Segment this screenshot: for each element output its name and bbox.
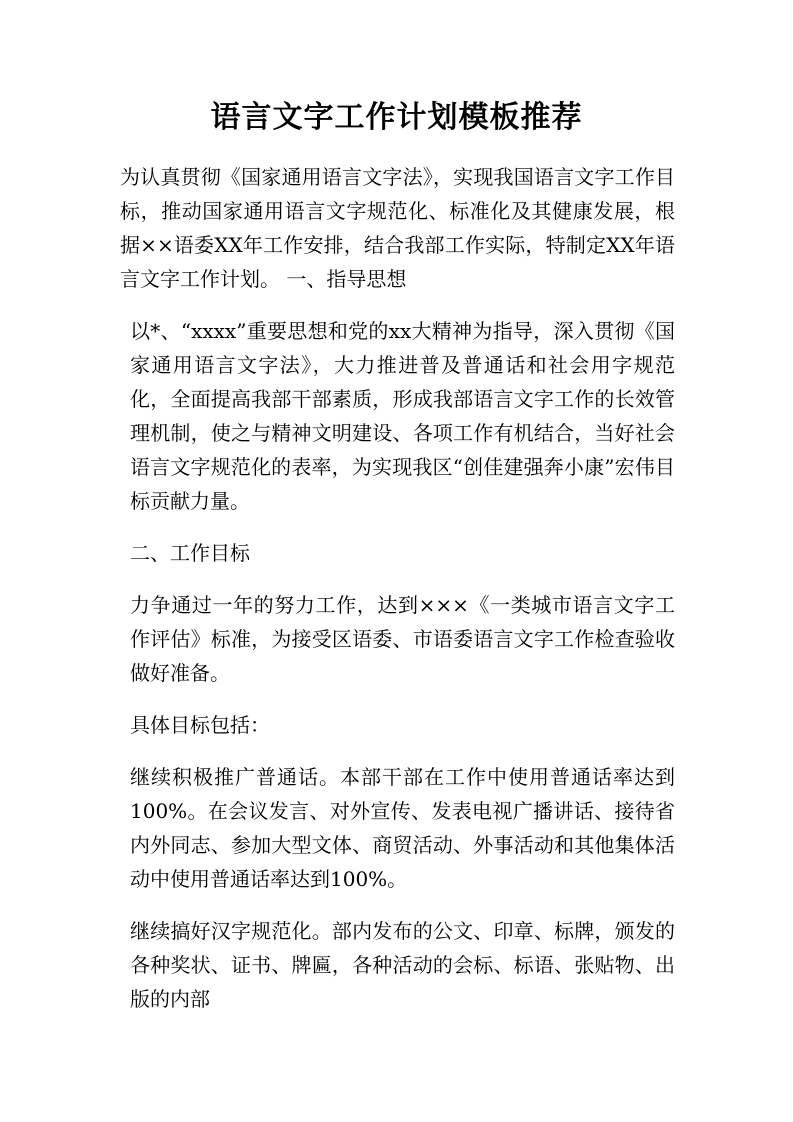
section-heading-work-goals: 二、工作目标	[130, 541, 250, 565]
paragraph-work-goals: 力争通过一年的努力工作，达到×××《一类城市语言文字工作评估》标准，为接受区语委、市语委语言文字工作检查验收做好准备。	[130, 593, 675, 685]
paragraph-character-standardization: 继续搞好汉字规范化。部内发布的公文、印章、标牌，颁发的各种奖状、证书、牌匾，各种活动的会标、标语、张贴物、出版的内部	[130, 919, 675, 1011]
paragraph-mandarin-promotion: 继续积极推广普通话。本部干部在工作中使用普通话率达到100%。在会议发言、对外宣传、发表电视广播讲话、接待省内外同志、参加大型文体、商贸活动、外事活动和其他集体活动中使用普通话率达到100%。	[130, 765, 675, 891]
document-title: 语言文字工作计划模板推荐	[210, 100, 583, 135]
paragraph-intro: 为认真贯彻《国家通用语言文字法》，实现我国语言文字工作目标，推动国家通用语言文字规范化、标准化及其健康发展，根据××语委XX年工作安排，结合我部工作实际，特制定XX年语言文字工作计划。 一、指导思想	[120, 165, 675, 291]
paragraph-guiding-thought: 以*、“xxxx”重要思想和党的xx大精神为指导，深入贯彻《国家通用语言文字法》，大力推进普及普通话和社会用字规范化，全面提高我部干部素质，形成我部语言文字工作的长效管理机制，使之与精神文明建设、各项工作有机结合，当好社会语言文字规范化的表率，为实现我区“创佳建强奔小康”宏伟目标贡献力量。	[130, 319, 675, 513]
document-body	[120, 160, 675, 1034]
paragraph-specific-goals-label: 具体目标包括：	[130, 713, 270, 737]
